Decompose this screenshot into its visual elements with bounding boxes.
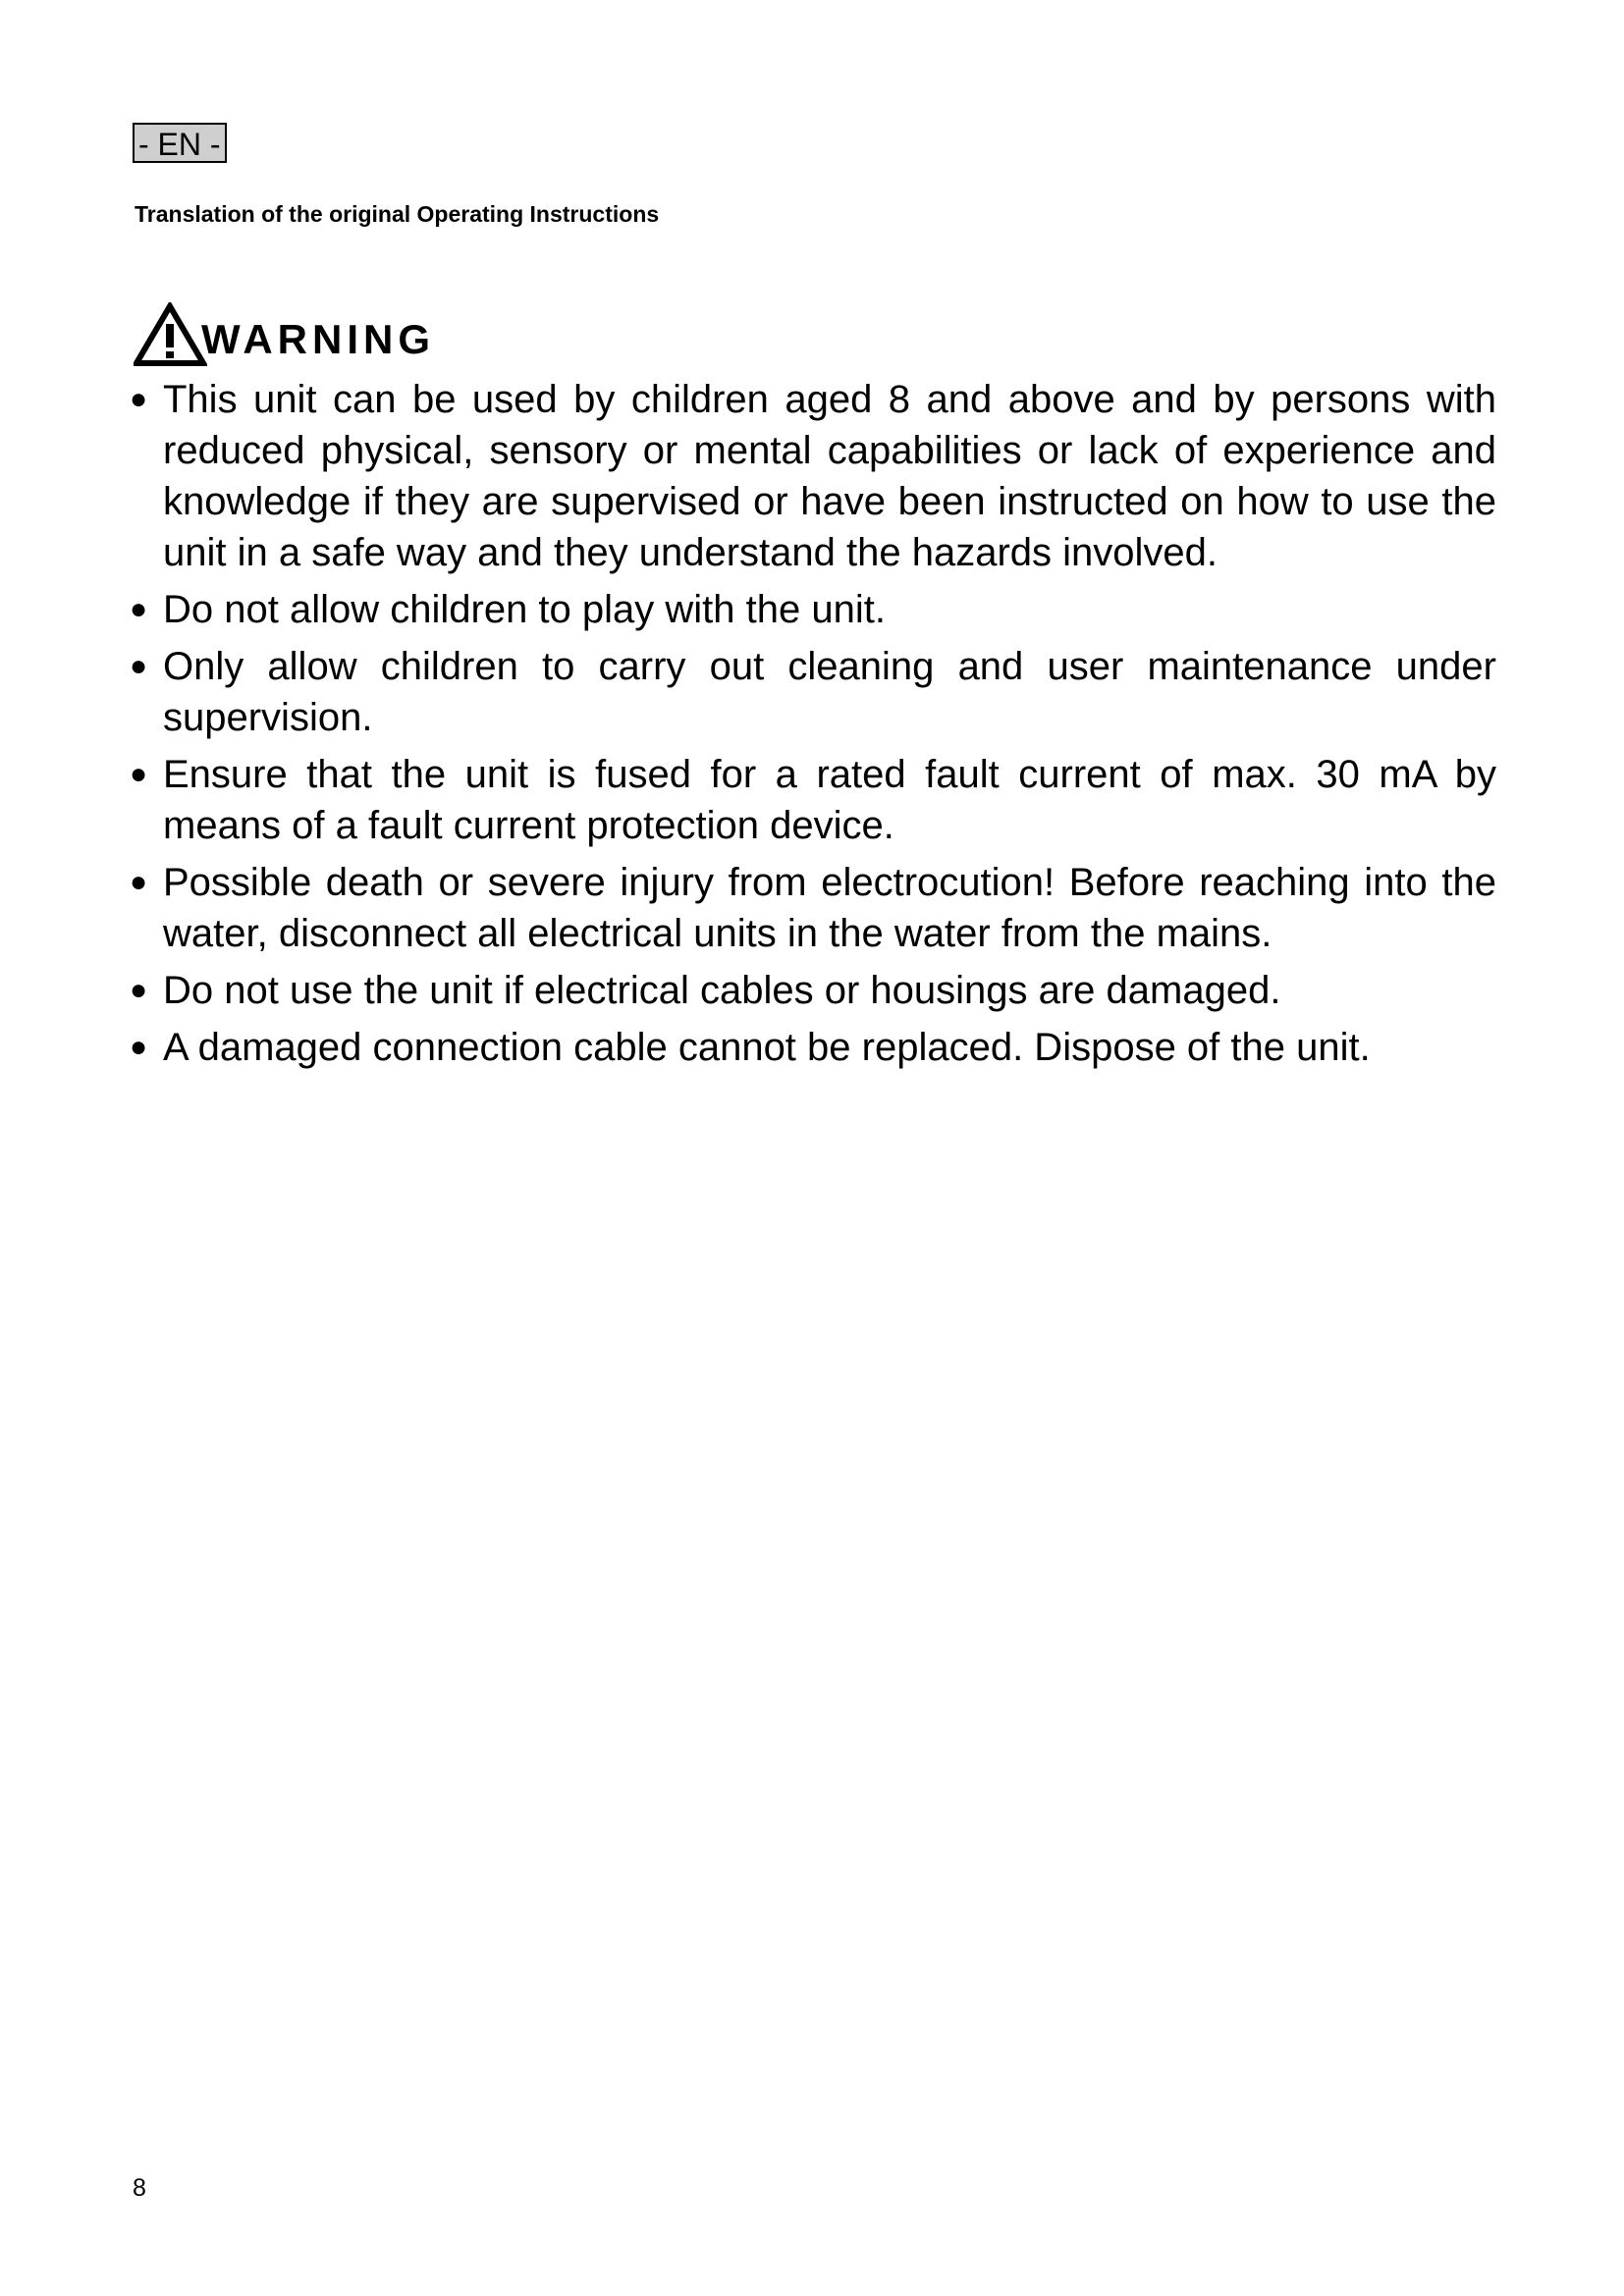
bullet-icon: ● — [130, 974, 148, 1006]
warning-item — [130, 1022, 1496, 1073]
warning-item — [130, 965, 1496, 1016]
bullet-icon: ● — [130, 758, 148, 790]
warning-title: WARNING — [201, 316, 435, 362]
bullet-icon: ● — [130, 593, 148, 625]
warning-item — [130, 374, 1496, 578]
warning-item-text: A damaged connection cable cannot be replaced. Dispose of the unit. — [163, 1026, 1371, 1069]
bullet-icon: ● — [130, 866, 148, 898]
warning-header — [134, 296, 435, 367]
warning-item — [130, 749, 1496, 851]
bullet-icon: ● — [130, 1031, 148, 1063]
warning-item-text: Do not allow children to play with the unit. — [163, 588, 886, 631]
warning-item-text: Ensure that the unit is fused for a rated fault current of max. 30 mA by means of a fault current protection device. — [163, 753, 1496, 847]
warning-item-text: Do not use the unit if electrical cables or housings are damaged. — [163, 969, 1281, 1012]
language-tag: - EN - — [133, 123, 227, 163]
document-subtitle: Translation of the original Operating Instructions — [135, 201, 660, 227]
bullet-icon: ● — [130, 650, 148, 682]
page-number: 8 — [133, 2174, 146, 2202]
warning-item — [130, 584, 1496, 635]
warning-item — [130, 641, 1496, 743]
warning-item-text: This unit can be used by children aged 8 and above and by persons with reduced physical, sensory or mental capabilities or lack of experience and knowledge if they are supervised or have been instructed on how to use the unit in a safe way and they understand the hazards involved. — [163, 378, 1496, 574]
warning-list — [130, 374, 1496, 1079]
bullet-icon: ● — [130, 383, 148, 415]
warning-triangle-icon — [134, 302, 207, 367]
warning-item-text: Possible death or severe injury from electrocution! Before reaching into the water, disconnect all electrical units in the water from the mains. — [163, 861, 1496, 955]
warning-item — [130, 857, 1496, 959]
warning-item-text: Only allow children to carry out cleaning and user maintenance under supervision. — [163, 645, 1496, 739]
